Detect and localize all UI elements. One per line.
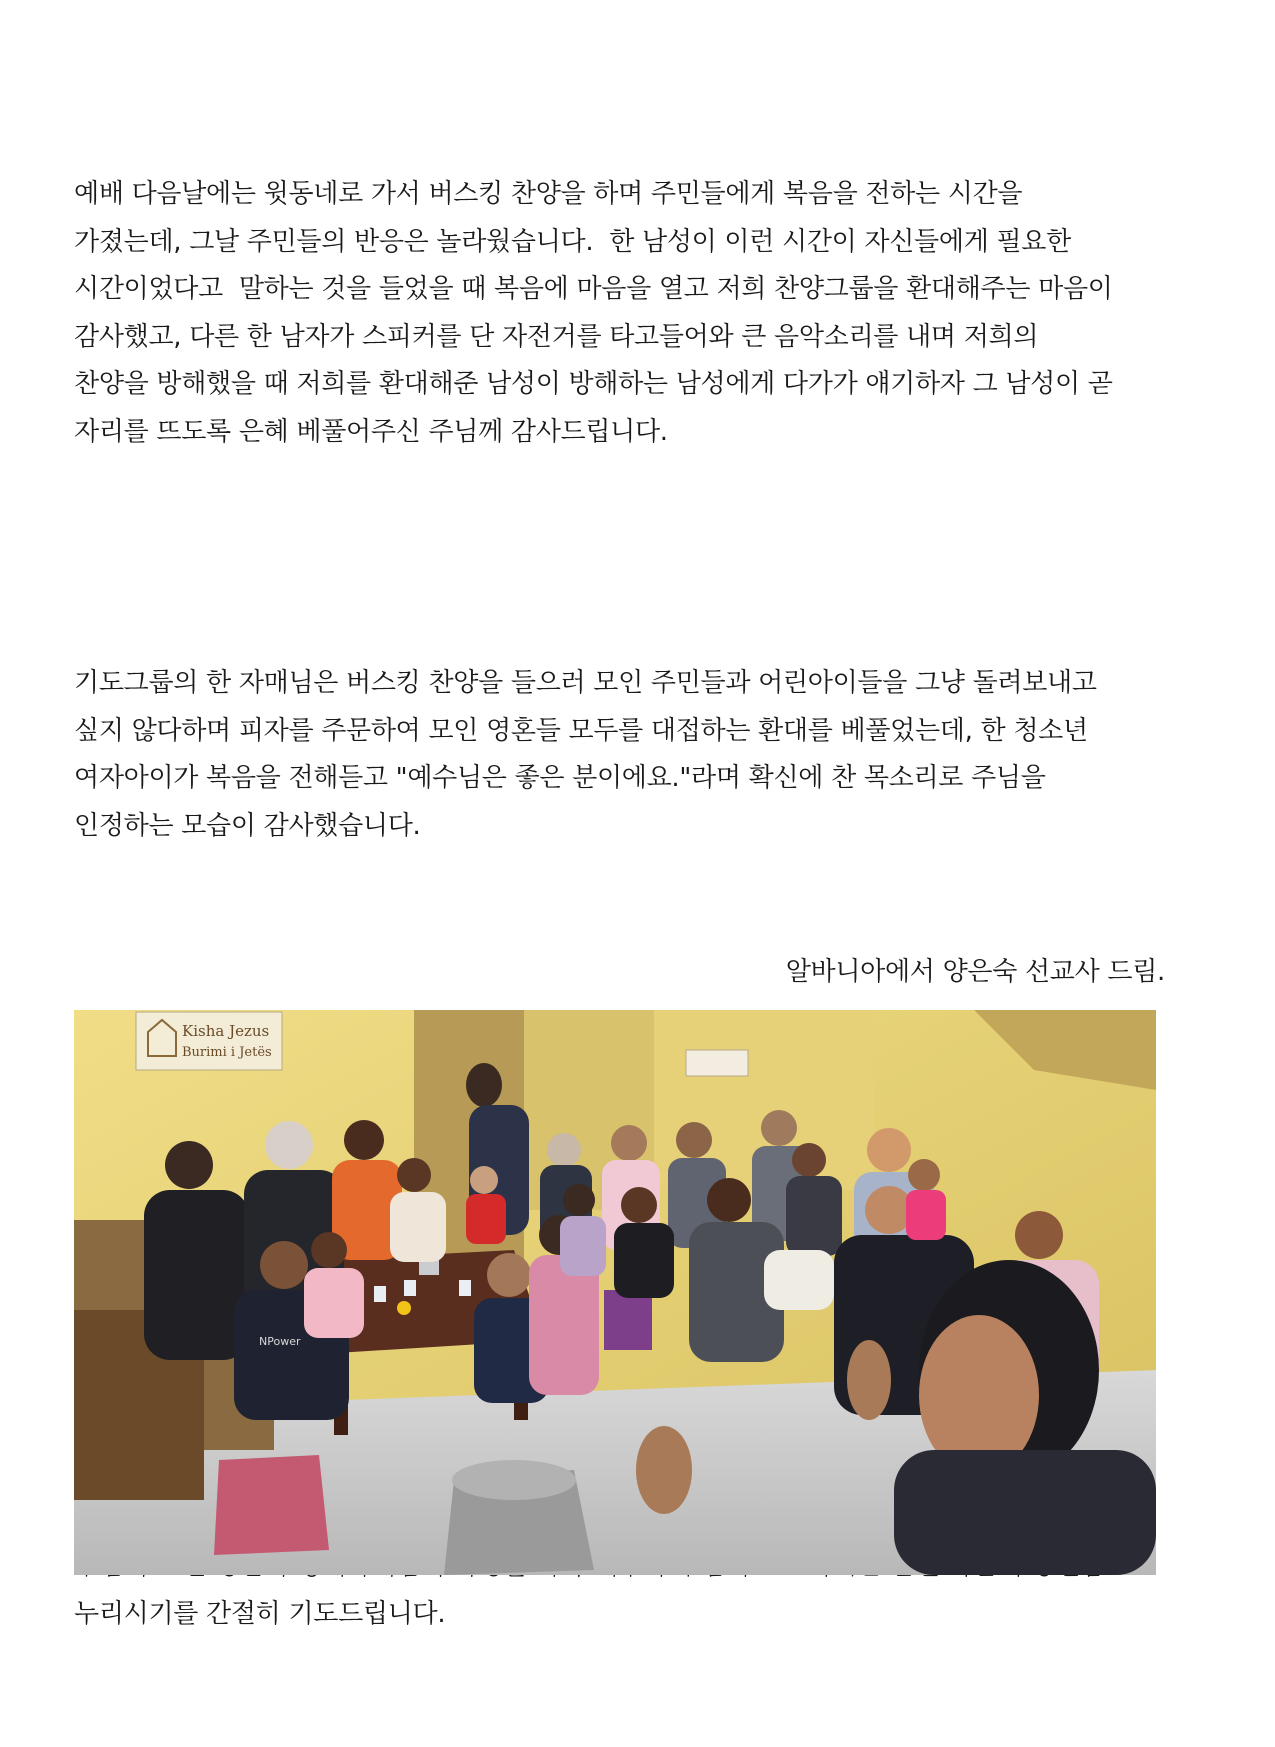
church-sign-line2: Burimi i Jetës [182, 1045, 272, 1060]
paragraph-1 [74, 76, 1214, 551]
text-line: 누리시기를 간절히 기도드립니다. [74, 1598, 446, 1629]
text-line: 싶지 않다하며 피자를 주문하여 모인 영혼들 모두를 대접하는 환대를 베풀었는데, 한 청소년 [74, 715, 1088, 746]
text-line: 기도그룹의 한 자매님은 버스킹 찬양을 들으러 모인 주민들과 어린아이들을 그냥 돌려보내고 [74, 668, 1097, 698]
paragraph-2 [74, 565, 1214, 945]
wall-poster [686, 1050, 748, 1076]
stool-pink [214, 1455, 329, 1555]
signature: 알바니아에서 양은숙 선교사 드림. [785, 957, 1165, 987]
text-line: 자리를 뜨도록 은혜 베풀어주신 주님께 감사드립니다. [74, 416, 668, 447]
stool-purple [604, 1290, 652, 1350]
raised-hand [847, 1340, 891, 1420]
hoodie-text: NPower [259, 1335, 301, 1348]
text-line: 감사했고, 다른 한 남자가 스피커를 단 자전거를 타고들어와 큰 음악소리를 내며 저희의 [74, 321, 1039, 352]
text-line: 인정하는 모습이 감사했습니다. [74, 810, 421, 841]
church-sign-line1: Kisha Jezus [182, 1022, 270, 1040]
text-line: 찬양을 방해했을 때 저희를 환대해준 남성이 방해하는 남성에게 다가가 얘기하자 그 남성이 곧 [74, 369, 1113, 399]
group-photo [74, 1010, 1156, 1575]
text-line: 시간이었다고 말하는 것을 들었을 때 복음에 마음을 열고 저희 찬양그룹을 환대해주는 마음이 [74, 274, 1113, 304]
text-line: 예배 다음날에는 윗동네로 가서 버스킹 찬양을 하며 주민들에게 복음을 전하는 시간을 [74, 179, 1023, 209]
group-photo-illustration [74, 1010, 1156, 1575]
church-sign [136, 1012, 282, 1070]
text-line: 여자아이가 복음을 전해듣고 "예수님은 좋은 분이에요."라며 확신에 찬 목소리로 주님을 [74, 763, 1046, 793]
text-line: 가졌는데, 그날 주민들의 반응은 놀라웠습니다. 한 남성이 이런 시간이 자신들에게 필요한 [74, 226, 1071, 257]
